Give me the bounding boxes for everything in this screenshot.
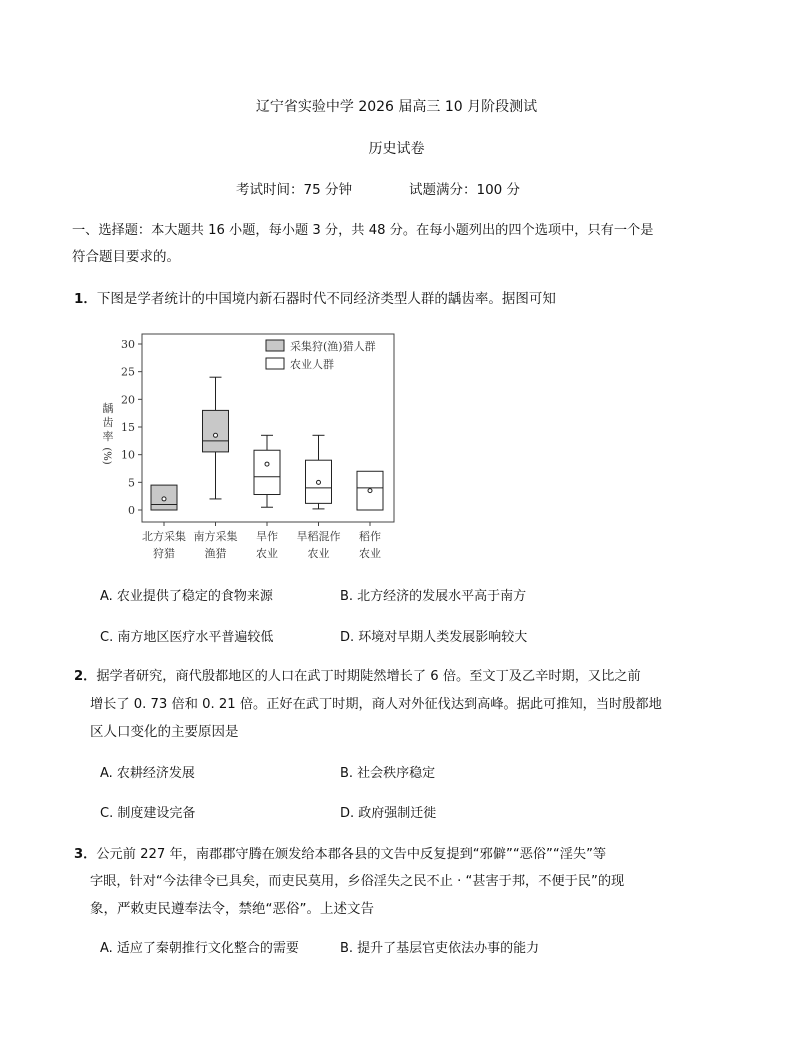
exam-title: 辽宁省实验中学 2026 届高三 10 月阶段测试 — [255, 99, 538, 115]
question-3-line3: 象，严敕吏民遵奉法令，禁绝“恶俗”。上述文告 — [90, 901, 374, 917]
y-axis-label-char: 齿 — [102, 416, 114, 429]
question-2-line1 — [74, 665, 641, 684]
legend-label: 采集狩(渔)猎人群 — [290, 340, 376, 353]
q2-option-b[interactable]: B. 社会秩序稳定 — [340, 766, 436, 781]
y-axis-unit: (%) — [101, 447, 112, 465]
question-stem: 公元前 227 年，南郡郡守腾在颁发给本郡各县的文告中反复提到“邪僻”“恶俗”“淫失”等 — [96, 847, 607, 862]
mean-marker — [162, 497, 166, 501]
question-stem: 下图是学者统计的中国境内新石器时代不同经济类型人群的龋齿率。据图可知 — [96, 291, 556, 307]
x-tick-label-line1: 旱作 — [256, 530, 278, 543]
y-tick-label: 15 — [121, 421, 135, 434]
q3-option-a[interactable]: A. 适应了秦朝推行文化整合的需要 — [100, 941, 299, 956]
y-tick-label: 5 — [128, 476, 135, 490]
x-tick-label-line1: 旱稻混作 — [296, 530, 341, 543]
y-tick-label: 0 — [128, 504, 135, 517]
question-number: 1． — [74, 291, 97, 307]
q1-option-a[interactable]: A. 农业提供了稳定的食物来源 — [100, 589, 273, 604]
legend-swatch — [266, 358, 284, 369]
q1-option-d[interactable]: D. 环境对早期人类发展影响较大 — [340, 630, 528, 645]
x-tick-label-line1: 南方采集 — [193, 530, 238, 543]
x-tick-label-line2: 农业 — [359, 547, 381, 560]
question-stem: 据学者研究，商代殷都地区的人口在武丁时期陡然增长了 6 倍。至文丁及乙辛时期，又比之前 — [96, 669, 641, 684]
box-plot-chart — [96, 326, 406, 566]
y-tick-label: 10 — [121, 448, 135, 462]
mean-marker — [368, 489, 372, 493]
y-tick-label: 20 — [121, 393, 135, 407]
question-3-line2: 字眼，针对“今法律令已具矣，而吏民莫用，乡俗淫失之民不止 · “甚害于邦，不便于民”的现 — [90, 874, 625, 889]
mean-marker — [265, 462, 269, 466]
mean-marker — [317, 480, 321, 484]
question-3-line1 — [74, 843, 606, 862]
y-tick-label: 30 — [121, 338, 135, 351]
q1-option-c[interactable]: C. 南方地区医疗水平普遍较低 — [100, 630, 274, 645]
y-axis-label-char: 龋 — [102, 402, 114, 415]
q2-option-c[interactable]: C. 制度建设完备 — [100, 806, 196, 821]
box — [203, 410, 229, 452]
x-tick-label-line2: 狩猎 — [153, 547, 175, 560]
question-number: 2． — [74, 669, 97, 684]
box — [254, 450, 280, 494]
question-2-line3: 区人口变化的主要原因是 — [90, 724, 239, 740]
section-instruction-line2: 符合题目要求的。 — [72, 249, 180, 265]
q1-option-b[interactable]: B. 北方经济的发展水平高于南方 — [340, 589, 527, 604]
q2-option-a[interactable]: A. 农耕经济发展 — [100, 766, 195, 781]
question-1 — [74, 287, 556, 307]
x-tick-label-line2: 农业 — [256, 547, 278, 560]
x-tick-label-line1: 稻作 — [359, 530, 381, 543]
x-tick-label-line2: 农业 — [307, 547, 330, 560]
question-2-line2: 增长了 0. 73 倍和 0. 21 倍。正好在武丁时期，商人对外征伐达到高峰。据此可推知，当时殷都地 — [90, 697, 662, 712]
y-axis-label-char: 率 — [102, 430, 114, 443]
y-tick-label: 25 — [121, 365, 135, 379]
section-instruction-line1: 一、选择题：本大题共 16 小题，每小题 3 分，共 48 分。在每小题列出的四个选项中，只有一个是 — [72, 223, 654, 238]
exam-time: 考试时间：75 分钟 — [236, 182, 352, 198]
exam-score: 试题满分：100 分 — [409, 182, 521, 198]
x-tick-label-line1: 北方采集 — [142, 530, 186, 543]
legend-swatch — [266, 340, 284, 351]
q3-option-b[interactable]: B. 提升了基层官吏依法办事的能力 — [340, 941, 540, 956]
subject-title: 历史试卷 — [368, 141, 425, 157]
x-tick-label-line2: 渔猎 — [204, 547, 227, 560]
legend-label: 农业人群 — [290, 358, 334, 371]
q2-option-d[interactable]: D. 政府强制迁徙 — [340, 806, 437, 821]
question-number: 3． — [74, 847, 97, 862]
mean-marker — [214, 433, 218, 437]
